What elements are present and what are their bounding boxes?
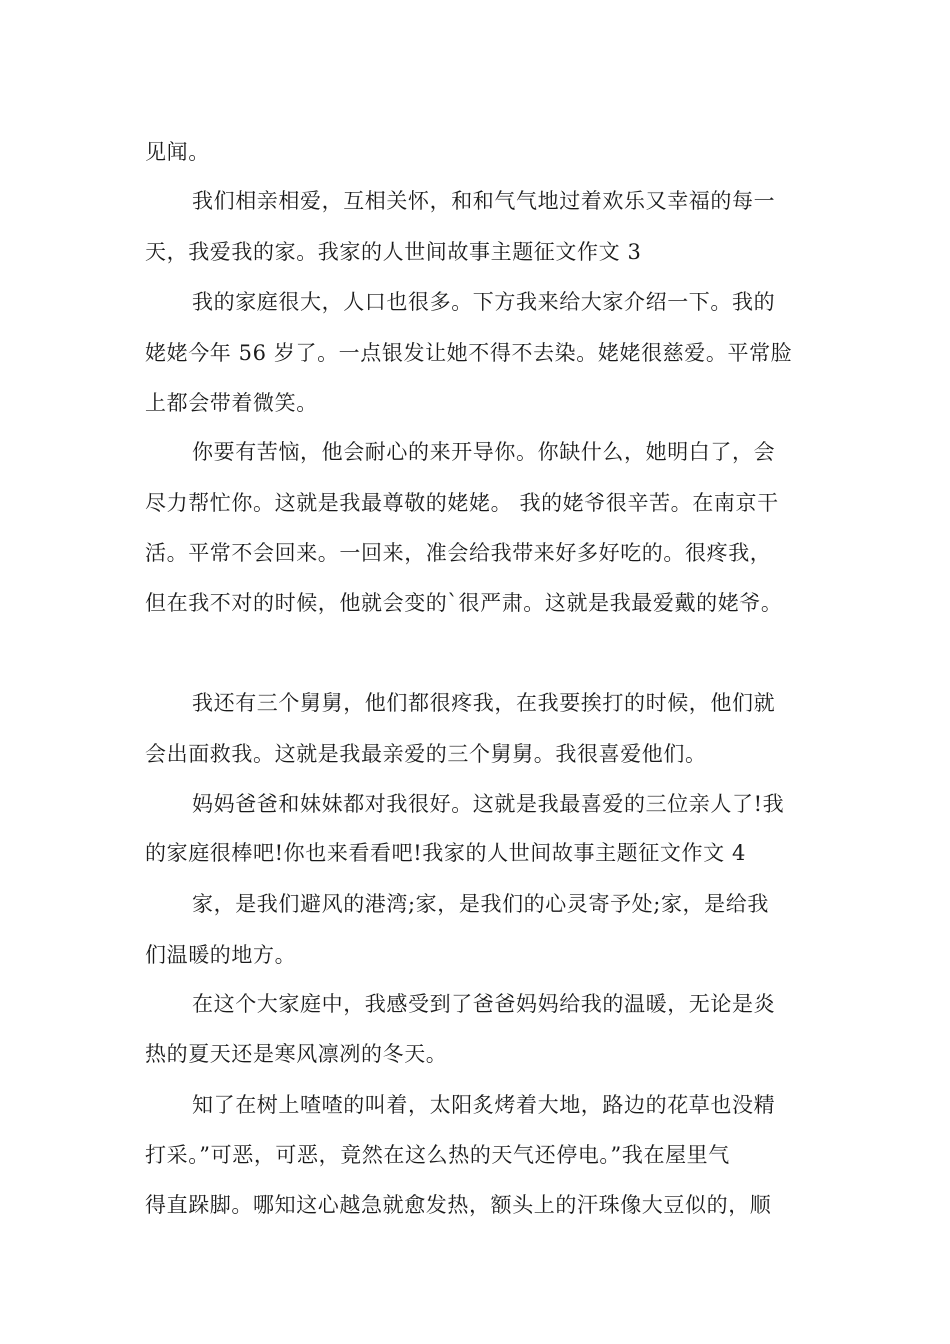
- paragraph-start-line: 家，是我们避风的港湾;家，是我们的心灵寄予处;家，是给我: [192, 892, 769, 916]
- text-line: 上都会带着微笑。: [145, 391, 318, 415]
- text-line: 姥姥今年 56 岁了。一点银发让她不得不去染。姥姥很慈爱。平常脸: [145, 341, 793, 365]
- paragraph-start-line: 知了在树上喳喳的叫着，太阳炙烤着大地，路边的花草也没精: [192, 1093, 776, 1117]
- paragraph-start-line: 你要有苦恼，他会耐心的来开导你。你缺什么，她明白了，会: [192, 440, 776, 464]
- text-line: 尽力帮忙你。这就是我最尊敬的姥姥。 我的姥爷很辛苦。在南京干: [145, 491, 779, 515]
- paragraph-start-line: 我的家庭很大，人口也很多。下方我来给大家介绍一下。我的: [192, 290, 776, 314]
- paragraph-start-line: 我还有三个舅舅，他们都很疼我，在我要挨打的时候，他们就: [192, 691, 776, 715]
- text-line: 的家庭很棒吧!你也来看看吧!我家的人世间故事主题征文作文 4: [145, 841, 746, 865]
- text-line: 但在我不对的时候，他就会变的`很严肃。这就是我最爱戴的姥爷。: [145, 591, 783, 615]
- paragraph-start-line: 我们相亲相爱，互相关怀，和和气气地过着欢乐又幸福的每一: [192, 189, 776, 213]
- text-line: 热的夏天还是寒风凛冽的冬天。: [145, 1042, 448, 1066]
- text-line: 得直跺脚。哪知这心越急就愈发热，额头上的汗珠像大豆似的，顺: [145, 1193, 772, 1217]
- text-line: 天，我爱我的家。我家的人世间故事主题征文作文 3: [145, 240, 642, 264]
- text-line: 见闻。: [145, 140, 210, 164]
- paragraph-start-line: 在这个大家庭中，我感受到了爸爸妈妈给我的温暖，无论是炎: [192, 992, 776, 1016]
- text-line: 活。平常不会回来。一回来，准会给我带来好多好吃的。很疼我，: [145, 541, 772, 565]
- text-line: 打采。”可恶，可恶，竟然在这么热的天气还停电。”我在屋里气: [145, 1143, 730, 1167]
- text-line: 们温暖的地方。: [145, 943, 297, 967]
- text-line: 会出面救我。这就是我最亲爱的三个舅舅。我很喜爱他们。: [145, 742, 707, 766]
- paragraph-start-line: 妈妈爸爸和妹妹都对我很好。这就是我最喜爱的三位亲人了!我: [192, 792, 785, 816]
